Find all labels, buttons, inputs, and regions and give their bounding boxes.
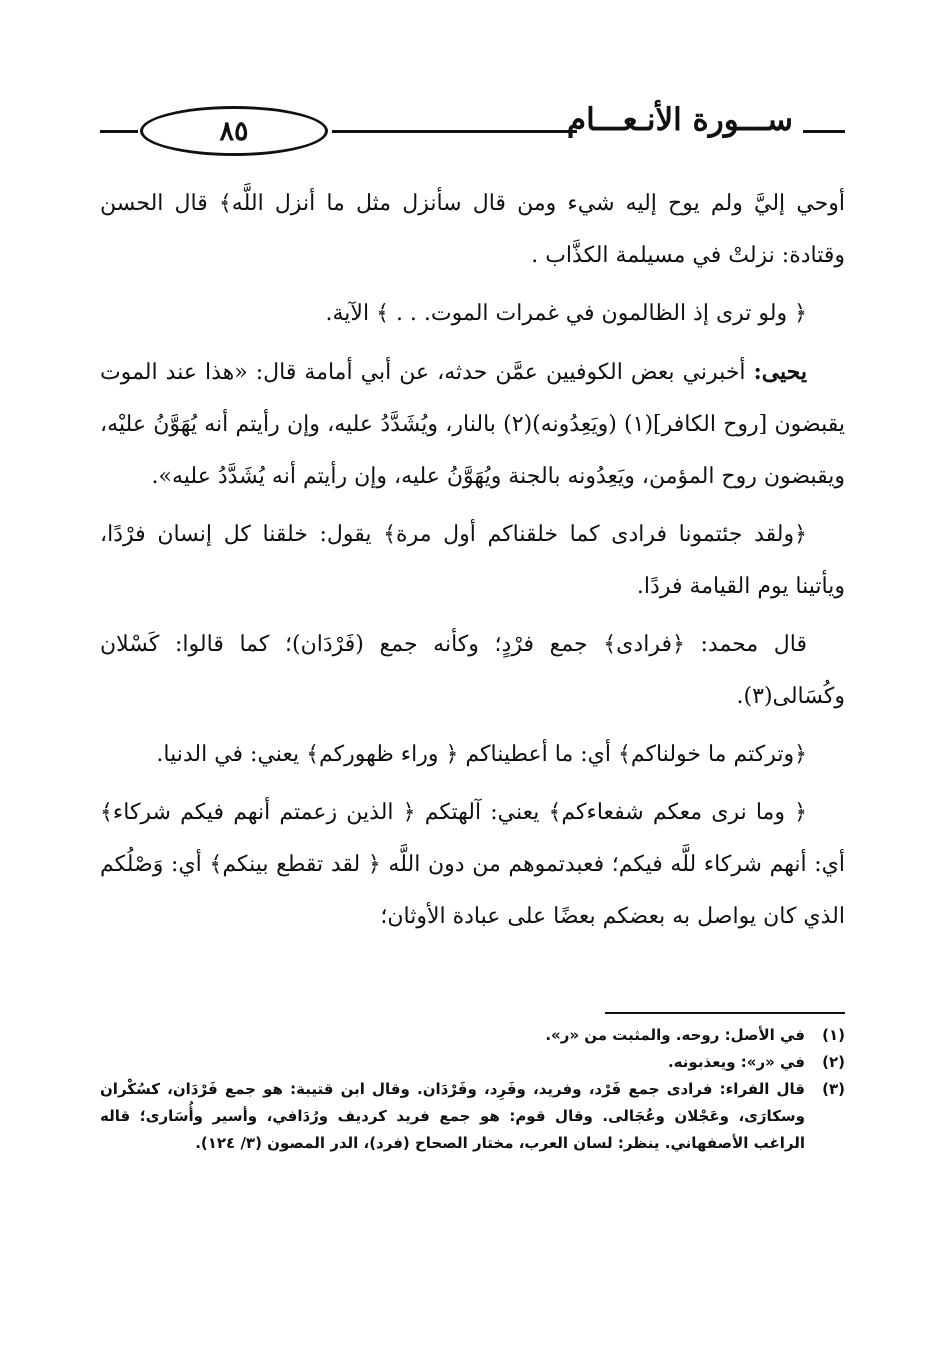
page-number: ٨٥ xyxy=(140,106,328,156)
paragraph-3 xyxy=(100,346,845,503)
paragraph-7: ﴿ وما نرى معكم شفعاءكم﴾ يعني: آلهتكم ﴿ الذين زعمتم أنهم فيكم شركاء﴾ أي: أنهم شركاء للَّه فيكم؛ فعبدتموهم من دون اللَّه ﴿ لقد تقطع بينكم﴾ أي: وَصْلُكم الذي كان يواصل به بعضكم بعضًا على عبادة الأوثان؛ xyxy=(100,800,845,929)
paragraph-5: قال محمد: ﴿فرادى﴾ جمع فرْدٍ؛ وكأنه جمع (فَرْدَان)؛ كما قالوا: كَسْلان وكُسَالى(٣). xyxy=(100,632,845,709)
paragraph-2: ﴿ ولو ترى إذ الظالمون في غمرات الموت. . . ﴾ الآية. xyxy=(325,301,807,326)
footnote-item xyxy=(100,1076,845,1157)
paragraph-6: ﴿وتركتم ما خولناكم﴾ أي: ما أعطيناكم ﴿ وراء ظهوركم﴾ يعني: في الدنيا. xyxy=(156,742,807,767)
footnote-text: في «ر»: ويعذبونه. xyxy=(667,1053,805,1071)
narrator-name: يحيى: xyxy=(753,359,807,385)
footnote-text: قال الفراء: فرادى جمع فَرْد، وفريد، وفَرِد، وفَرْدَان. وقال ابن قتيبة: هو جمع فَرْدَان، كسُكْران وسكارَى، وعَجْلان وعُجَالى. وقال قوم: هو جمع فريد كرديف ورُدَافي، وأسير وأُسَارى؛ قاله الراغب الأصفهاني. ينظر: لسان العرب، مختار الصحاح (فرد)، الدر المصون (٣/ ١٢٤). xyxy=(100,1080,805,1152)
footnote-item xyxy=(100,1049,845,1076)
paragraph-3-text: أخبرني بعض الكوفيين عمَّن حدثه، عن أبي أمامة قال: «هذا عند الموت يقبضون [روح الكافر](١) (ويَعِدُونه)(٢) بالنار، ويُشَدَّدُ عليه، وإن رأيتم أنه يُهَوَّنُ عليْه، ويقبضون روح المؤمن، ويَعِدُونه بالجنة ويُهَوَّنُ عليه، وإن رأيتم أنه يُشَدَّدُ عليه». xyxy=(100,360,845,489)
footnote-number: (٢) xyxy=(822,1053,845,1071)
page-header xyxy=(100,96,845,166)
footnote-number: (١) xyxy=(822,1026,845,1044)
footnotes xyxy=(100,1022,845,1157)
footnote-item xyxy=(100,1022,845,1049)
footnote-text: في الأصل: روحه. والمثبت من «ر». xyxy=(545,1026,805,1044)
surah-title: ســـورة الأنـعـــام xyxy=(566,102,793,138)
paragraph-4: ﴿ولقد جئتمونا فرادى كما خلقناكم أول مرة﴾ يقول: خلقنا كل إنسان فرْدًا، ويأتينا يوم القيامة فردًا. xyxy=(100,522,845,599)
paragraph-1: أوحي إليَّ ولم يوح إليه شيء ومن قال سأنزل مثل ما أنزل اللَّه﴾ قال الحسن وقتادة: نزلتْ في مسيلمة الكذَّاب . xyxy=(100,191,845,268)
footnote-separator xyxy=(605,1012,845,1014)
header-rule-middle xyxy=(332,130,577,133)
header-rule-left xyxy=(100,130,138,133)
header-rule-right xyxy=(803,130,845,133)
main-text xyxy=(100,178,845,949)
footnote-number: (٣) xyxy=(822,1080,845,1098)
